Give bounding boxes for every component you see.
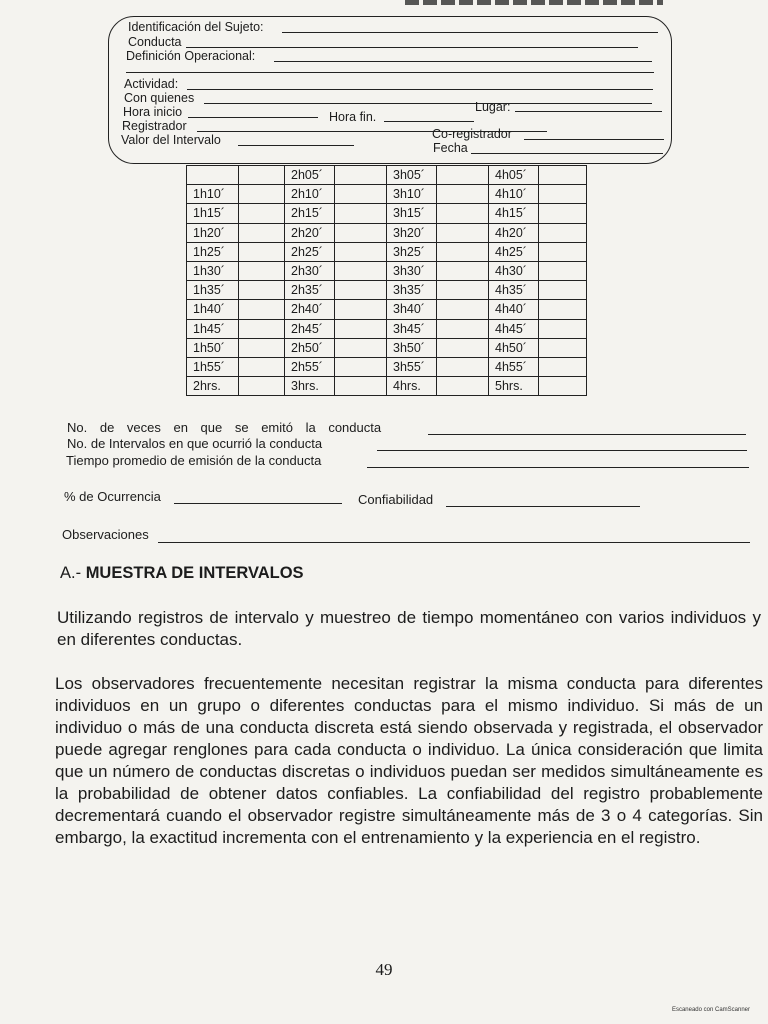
grid-time-label: 3h25´ [387,242,437,261]
grid-time-label: 2h15´ [285,204,335,223]
grid-record-cell[interactable] [539,242,587,261]
grid-row [187,319,587,338]
grid-time-label: 2h20´ [285,223,335,242]
field-line-definicion-2[interactable] [126,72,654,73]
grid-record-cell[interactable] [239,204,285,223]
grid-time-label: 1h40´ [187,300,239,319]
grid-time-label: 2h05´ [285,166,335,185]
grid-record-cell[interactable] [239,261,285,280]
grid-record-cell[interactable] [335,261,387,280]
grid-time-label: 1h30´ [187,261,239,280]
field-line-sujeto[interactable] [282,32,658,33]
grid-record-cell[interactable] [437,166,489,185]
grid-time-label: 2hrs. [187,377,239,396]
grid-record-cell[interactable] [539,357,587,376]
grid-time-label: 3h30´ [387,261,437,280]
grid-row [187,357,587,376]
line-confiabilidad[interactable] [446,506,640,507]
label-tiempo-promedio: Tiempo promedio de emisión de la conducta [66,453,322,468]
grid-time-label: 4h40´ [489,300,539,319]
paragraph-body: Los observadores frecuentemente necesitan registrar la misma conducta para diferentes individuos en un grupo o diferentes conductas para el mismo individuo. Si más de un individuo o más de una conducta discreta está siendo observada y registrada, el observador puede agregar renglones para cada conducta o individuo. La única consideración que limita que un número de conductas discretas o individuos puedan ser medidos simultáneamente es la probabilidad de obtener datos confiables. La confiabilidad del registro probablemente decrementará cuando el observador registre simultáneamente más de 3 o 4 categorías. Sin embargo, la exactitud incrementa con el entrenamiento y la experiencia en el registro. [55,674,763,847]
grid-record-cell[interactable] [239,377,285,396]
grid-time-label: 3h05´ [387,166,437,185]
grid-time-label: 4h30´ [489,261,539,280]
label-ocurrencia: % de Ocurrencia [64,489,161,504]
grid-record-cell[interactable] [539,261,587,280]
line-veces-emitio[interactable] [428,434,746,435]
field-label-lugar: Lugar: [475,100,511,114]
grid-time-label: 2h50´ [285,338,335,357]
grid-record-cell[interactable] [437,281,489,300]
line-ocurrencia[interactable] [174,503,342,504]
grid-time-label: 1h55´ [187,357,239,376]
grid-record-cell[interactable] [539,300,587,319]
field-label-conducta: Conducta [128,35,182,49]
grid-time-label: 2h55´ [285,357,335,376]
grid-time-label: 4h35´ [489,281,539,300]
grid-time-label: 4hrs. [387,377,437,396]
grid-time-label: 3h10´ [387,185,437,204]
grid-time-label: 2h30´ [285,261,335,280]
grid-time-label [187,166,239,185]
grid-record-cell[interactable] [437,319,489,338]
grid-time-label: 3h45´ [387,319,437,338]
grid-row [187,223,587,242]
grid-record-cell[interactable] [239,300,285,319]
grid-record-cell[interactable] [335,242,387,261]
grid-row [187,281,587,300]
grid-record-cell[interactable] [539,319,587,338]
paragraph-intro: Utilizando registros de intervalo y muestreo de tiempo momentáneo con varios individuos y en diferentes conductas. [57,608,761,649]
field-label-co-registrador: Co-registrador [432,127,512,141]
grid-row [187,242,587,261]
grid-record-cell[interactable] [335,281,387,300]
label-intervalos-ocurrio: No. de Intervalos en que ocurrió la conducta [67,436,323,451]
grid-record-cell[interactable] [239,357,285,376]
grid-time-label: 1h15´ [187,204,239,223]
grid-record-cell[interactable] [539,377,587,396]
section-heading [60,564,304,583]
grid-record-cell[interactable] [437,357,489,376]
grid-record-cell[interactable] [335,377,387,396]
interval-grid [186,165,587,396]
grid-time-label: 4h45´ [489,319,539,338]
line-observaciones[interactable] [158,542,750,543]
grid-time-label: 5hrs. [489,377,539,396]
grid-record-cell[interactable] [335,357,387,376]
grid-record-cell[interactable] [239,185,285,204]
grid-time-label: 1h25´ [187,242,239,261]
scanner-watermark: Escaneado con CamScanner [671,1007,750,1013]
grid-record-cell[interactable] [335,300,387,319]
grid-time-label: 4h25´ [489,242,539,261]
field-label-registrador: Registrador [122,119,187,133]
page-number: 49 [375,960,393,979]
field-line-actividad[interactable] [187,89,653,90]
field-label-definicion: Definición Operacional: [126,49,256,63]
grid-record-cell[interactable] [335,223,387,242]
grid-record-cell[interactable] [239,223,285,242]
grid-row [187,338,587,357]
grid-record-cell[interactable] [335,319,387,338]
grid-record-cell[interactable] [437,223,489,242]
section-title: MUESTRA DE INTERVALOS [85,564,304,582]
field-label-hora-fin: Hora fin. [329,110,377,124]
grid-time-label: 3h15´ [387,204,437,223]
grid-record-cell[interactable] [239,242,285,261]
grid-time-label: 3h20´ [387,223,437,242]
grid-time-label: 3h40´ [387,300,437,319]
label-observaciones: Observaciones [62,527,149,542]
grid-row [187,166,587,185]
grid-time-label: 4h55´ [489,357,539,376]
grid-time-label: 3h35´ [387,281,437,300]
label-confiabilidad: Confiabilidad [358,492,434,507]
grid-record-cell[interactable] [539,223,587,242]
grid-record-cell[interactable] [239,338,285,357]
field-line-valor-intervalo[interactable] [238,145,354,146]
field-line-co-registrador[interactable] [524,139,664,140]
grid-time-label: 3h55´ [387,357,437,376]
grid-time-label: 3h50´ [387,338,437,357]
grid-record-cell[interactable] [239,319,285,338]
grid-record-cell[interactable] [239,281,285,300]
grid-time-label: 2h25´ [285,242,335,261]
grid-row [187,204,587,223]
grid-time-label: 1h45´ [187,319,239,338]
field-label-valor-intervalo: Valor del Intervalo [121,133,221,147]
field-line-hora-fin[interactable] [384,121,474,122]
grid-time-label: 2h45´ [285,319,335,338]
field-line-fecha[interactable] [471,153,663,154]
field-label-fecha: Fecha [433,141,468,155]
grid-time-label: 4h50´ [489,338,539,357]
field-line-hora-inicio[interactable] [188,117,318,118]
section-prefix: A.- [60,564,82,582]
grid-time-label: 2h10´ [285,185,335,204]
field-line-definicion[interactable] [274,61,652,62]
grid-time-label: 4h15´ [489,204,539,223]
grid-record-cell[interactable] [335,338,387,357]
grid-record-cell[interactable] [437,300,489,319]
grid-record-cell[interactable] [437,242,489,261]
field-label-sujeto: Identificación del Sujeto: [128,20,264,34]
grid-row [187,377,587,396]
grid-time-label: 4h20´ [489,223,539,242]
grid-time-label: 3hrs. [285,377,335,396]
grid-time-label: 1h50´ [187,338,239,357]
line-tiempo-promedio[interactable] [367,467,749,468]
grid-record-cell[interactable] [437,377,489,396]
grid-record-cell[interactable] [437,338,489,357]
grid-row [187,300,587,319]
field-label-con-quienes: Con quienes [124,91,195,105]
cropped-header-strip [405,0,663,5]
grid-time-label: 2h40´ [285,300,335,319]
label-veces-emitio: No. de veces en que se emitó la conducta [67,420,382,435]
grid-record-cell[interactable] [239,166,285,185]
grid-time-label: 1h10´ [187,185,239,204]
grid-time-label: 4h10´ [489,185,539,204]
grid-record-cell[interactable] [539,338,587,357]
grid-record-cell[interactable] [437,261,489,280]
grid-time-label: 2h35´ [285,281,335,300]
line-intervalos-ocurrio[interactable] [377,450,747,451]
grid-time-label: 1h35´ [187,281,239,300]
field-label-hora-inicio: Hora inicio [123,105,183,119]
field-label-actividad: Actividad: [124,77,179,91]
grid-record-cell[interactable] [335,166,387,185]
grid-time-label: 4h05´ [489,166,539,185]
grid-record-cell[interactable] [539,281,587,300]
field-line-con-quienes[interactable] [204,103,652,104]
field-line-conducta[interactable] [186,47,638,48]
grid-row [187,185,587,204]
grid-row [187,261,587,280]
grid-record-cell[interactable] [437,185,489,204]
grid-time-label: 1h20´ [187,223,239,242]
grid-record-cell[interactable] [437,204,489,223]
grid-record-cell[interactable] [335,204,387,223]
grid-record-cell[interactable] [335,185,387,204]
grid-record-cell[interactable] [539,204,587,223]
grid-record-cell[interactable] [539,185,587,204]
grid-record-cell[interactable] [539,166,587,185]
field-line-lugar[interactable] [515,111,662,112]
